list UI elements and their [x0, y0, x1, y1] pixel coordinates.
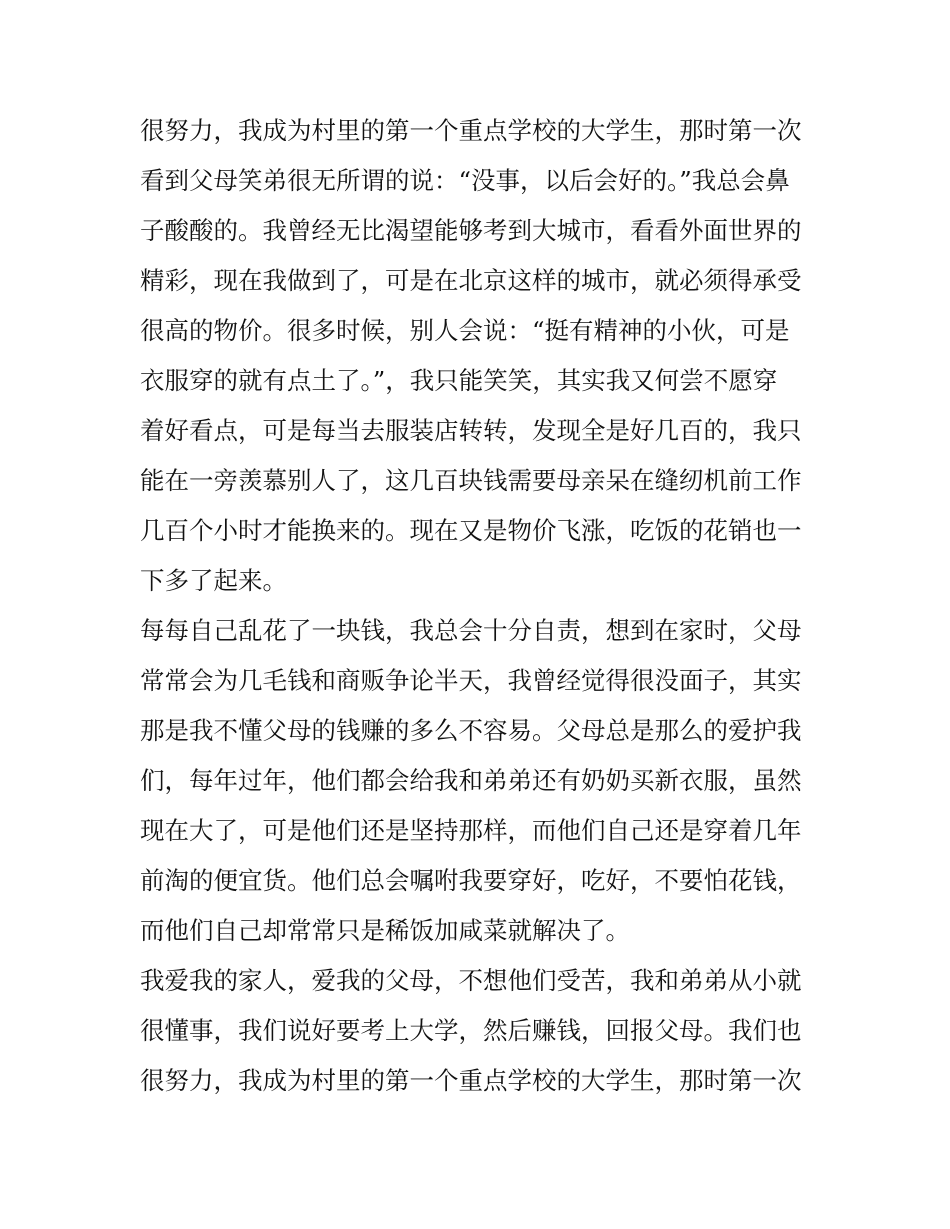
text-line: 着好看点，可是每当去服装店转转，发现全是好几百的，我只 — [140, 416, 802, 445]
text-line: 前淘的便宜货。他们总会嘱咐我要穿好，吃好，不要怕花钱， — [140, 866, 802, 895]
text-line: 下多了起来。 — [140, 566, 287, 595]
text-line: 现在大了，可是他们还是坚持那样，而他们自己还是穿着几年 — [140, 816, 802, 845]
text-line: 而他们自己却常常只是稀饭加咸菜就解决了。 — [140, 916, 630, 945]
text-line: 很努力，我成为村里的第一个重点学校的大学生，那时第一次 — [140, 1066, 802, 1095]
text-line: 能在一旁羡慕别人了，这几百块钱需要母亲呆在缝纫机前工作 — [140, 466, 802, 495]
text-line: 看到父母笑弟很无所谓的说：“没事，以后会好的。”我总会鼻 — [140, 166, 790, 195]
text-line: 那是我不懂父母的钱赚的多么不容易。父母总是那么的爱护我 — [140, 716, 802, 745]
text-line: 很懂事，我们说好要考上大学，然后赚钱，回报父母。我们也 — [140, 1016, 802, 1045]
text-line: 几百个小时才能换来的。现在又是物价飞涨，吃饭的花销也一 — [140, 516, 802, 545]
text-line: 我爱我的家人，爱我的父母，不想他们受苦，我和弟弟从小就 — [140, 966, 802, 995]
text-line: 很努力，我成为村里的第一个重点学校的大学生，那时第一次 — [140, 116, 802, 145]
text-line: 常常会为几毛钱和商贩争论半天，我曾经觉得很没面子，其实 — [140, 666, 802, 695]
text-line: 每每自己乱花了一块钱，我总会十分自责，想到在家时，父母 — [140, 616, 802, 645]
text-line: 子酸酸的。我曾经无比渴望能够考到大城市，看看外面世界的 — [140, 216, 802, 245]
text-line: 衣服穿的就有点土了。”，我只能笑笑，其实我又何尝不愿穿 — [140, 366, 778, 395]
text-line: 们，每年过年，他们都会给我和弟弟还有奶奶买新衣服，虽然 — [140, 766, 802, 795]
text-line: 很高的物价。很多时候，别人会说：“挺有精神的小伙，可是 — [140, 316, 790, 345]
text-line: 精彩，现在我做到了，可是在北京这样的城市，就必须得承受 — [140, 266, 802, 295]
